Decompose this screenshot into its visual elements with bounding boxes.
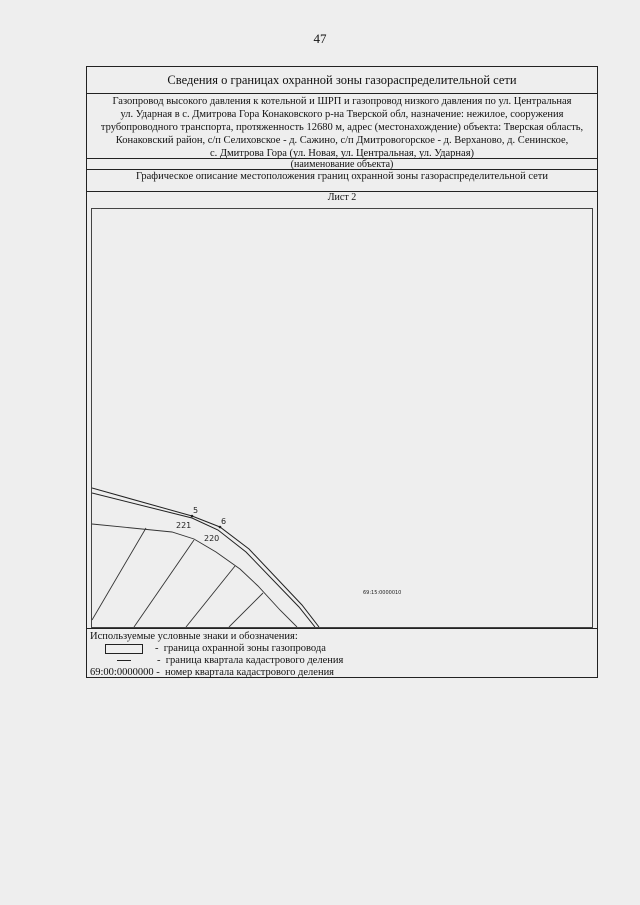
- description-line: Конаковский район, с/п Селиховское - д. Сажино, с/п Дмитровогорское - д. Верханово, д. Сенинское,: [115, 135, 569, 146]
- parcel-boundary: [229, 593, 263, 627]
- legend: [87, 628, 597, 678]
- parcel-label-221: 221: [176, 521, 192, 530]
- legend-item-text: граница охранной зоны газопровода: [163, 643, 326, 654]
- object-description: [87, 94, 597, 159]
- legend-number-symbol: 69:00:0000000: [90, 667, 154, 678]
- document-frame: [86, 66, 598, 678]
- map-drawing: [92, 209, 592, 627]
- legend-heading: Используемые условные знаки и обозначения:: [90, 631, 298, 642]
- point-label-6: 6: [221, 517, 227, 526]
- protection-zone-boundary-upper: [92, 488, 319, 627]
- cadastral-map: [91, 208, 593, 628]
- cadastral-quarter-number: 69:15:0000010: [363, 590, 402, 596]
- description-line: ул. Ударная в с. Дмитрова Гора Конаковского р-на Тверской обл, назначение: нежилое, сооружения: [120, 109, 564, 120]
- legend-dash: -: [155, 643, 159, 654]
- description-line: с. Дмитрова Гора (ул. Новая, ул. Центральная, ул. Ударная): [209, 148, 475, 159]
- parcel-boundary: [134, 540, 194, 627]
- point-label-5: 5: [193, 506, 199, 515]
- object-name-caption: (наименование объекта): [87, 159, 597, 170]
- parcel-boundary: [186, 566, 235, 627]
- legend-box-symbol: [105, 644, 143, 654]
- legend-dash: -: [157, 655, 161, 666]
- legend-line-symbol: [117, 660, 131, 661]
- boundary-point-5: [191, 515, 194, 518]
- legend-dash: -: [156, 667, 160, 678]
- legend-item-quarter-boundary: [105, 655, 343, 667]
- legend-item-text: граница квартала кадастрового деления: [165, 655, 344, 666]
- sheet-label: Лист 2: [327, 192, 357, 203]
- page-number: 47: [313, 31, 327, 46]
- protection-zone-boundary-lower: [92, 493, 315, 627]
- legend-item-text: номер квартала кадастрового деления: [164, 667, 335, 678]
- parcel-boundary: [92, 528, 146, 620]
- legend-item-zone-boundary: [105, 643, 326, 655]
- parcel-label-220: 220: [204, 534, 220, 543]
- legend-item-quarter-number: [90, 667, 334, 679]
- description-line: Газопровод высокого давления к котельной и ШРП и газопровод низкого давления по ул. Центральная: [112, 96, 572, 107]
- boundary-point-6: [219, 526, 222, 529]
- document-title: Сведения о границах охранной зоны газораспределительной сети: [87, 67, 597, 94]
- description-line: трубопроводного транспорта, протяженность 12680 м, адрес (местонахождение) объекта: Тверская область,: [100, 122, 584, 133]
- quarter-boundary-road: [92, 524, 297, 627]
- graphic-description-title: Графическое описание местоположения границ охранной зоны газораспределительной сети: [87, 170, 597, 192]
